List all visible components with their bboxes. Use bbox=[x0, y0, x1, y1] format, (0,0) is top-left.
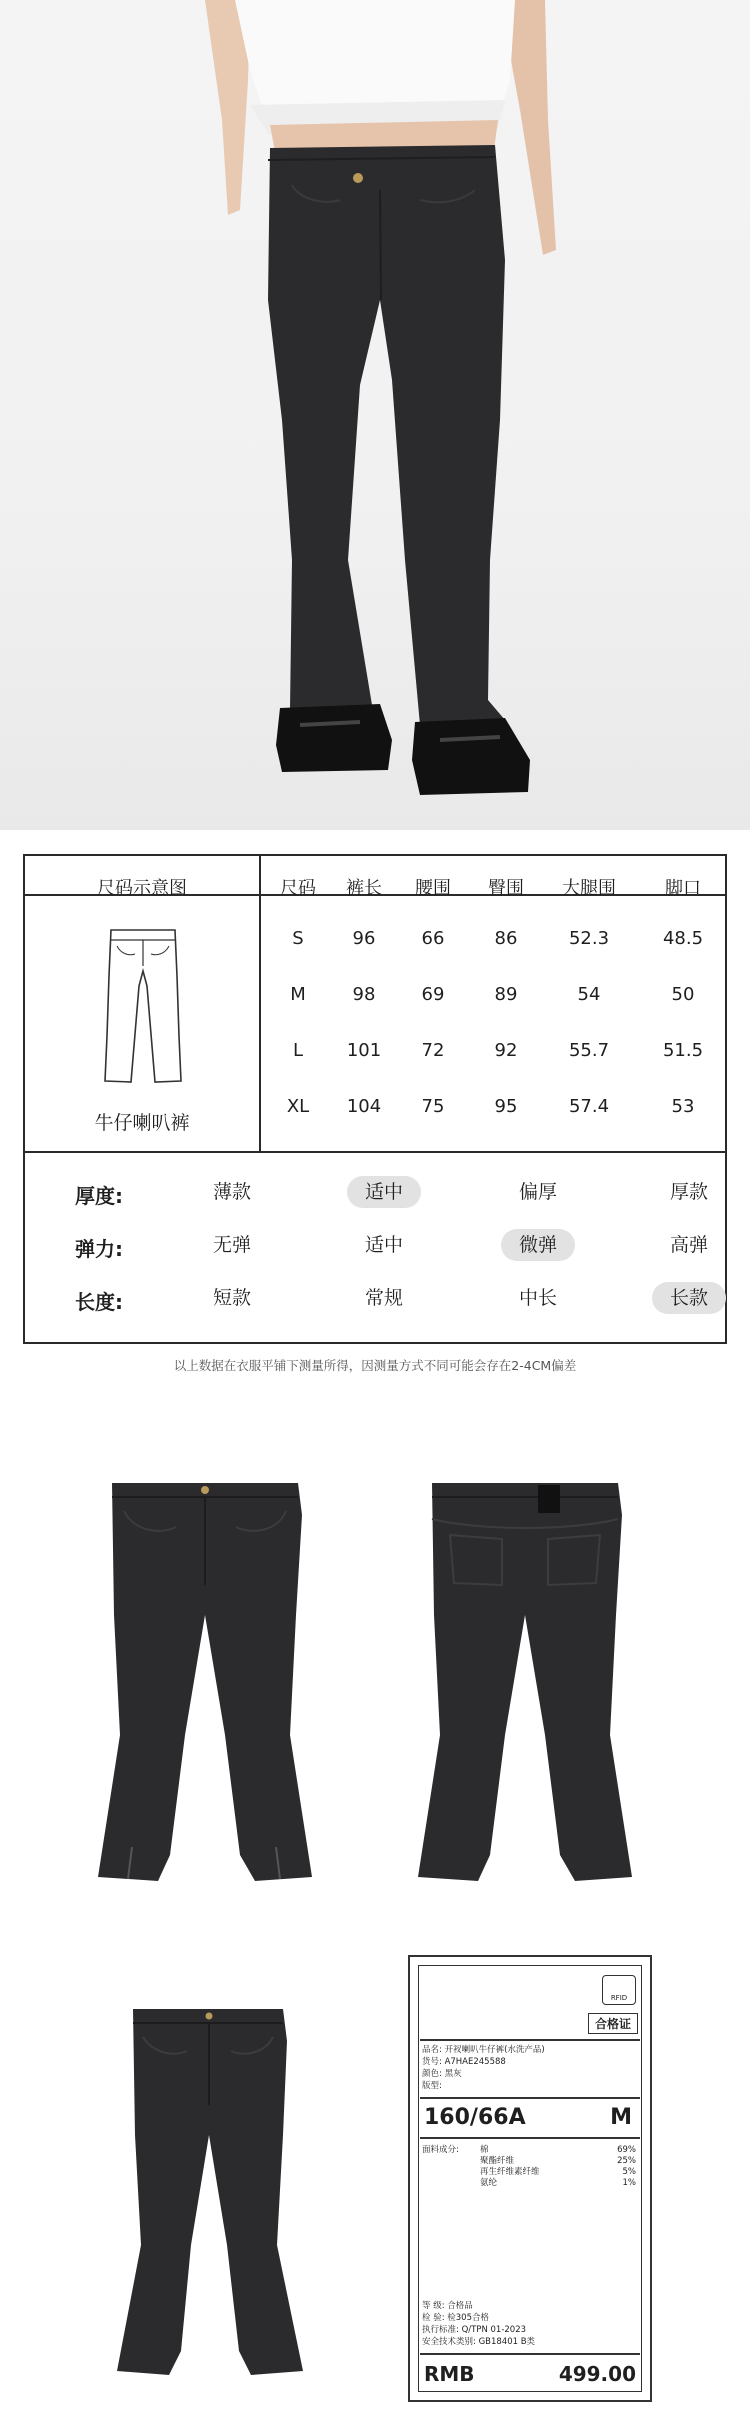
hero-model-photo bbox=[0, 0, 750, 830]
length-option-long-selected: 长款 bbox=[652, 1282, 726, 1314]
stretch-option-high: 高弹 bbox=[669, 1234, 708, 1256]
table-cell: 95 bbox=[494, 1096, 518, 1117]
col-header-hip: 臀围 bbox=[488, 878, 524, 899]
table-cell: 51.5 bbox=[662, 1040, 704, 1061]
stretch-option-slight-selected: 微弹 bbox=[501, 1229, 575, 1261]
certificate-label: 合格证 bbox=[588, 2013, 638, 2034]
col-header-length: 裤长 bbox=[346, 878, 382, 899]
table-cell: 50 bbox=[671, 984, 695, 1005]
measurement-note: 以上数据在衣服平铺下测量所得，因测量方式不同可能会存在2-4CM偏差 bbox=[173, 1358, 577, 1373]
stretch-label: 弹力: bbox=[75, 1237, 123, 1261]
tag-name-line: 品名: 开衩喇叭牛仔裤(水洗产品) bbox=[422, 2045, 545, 2055]
thickness-option-thick: 厚款 bbox=[669, 1181, 708, 1203]
table-cell: 89 bbox=[494, 984, 518, 1005]
table-cell: 54 bbox=[577, 984, 601, 1005]
stretch-option-none: 无弹 bbox=[212, 1234, 251, 1256]
table-cell: XL bbox=[286, 1096, 310, 1117]
tag-inspect-line: 检 验: 检305合格 bbox=[422, 2313, 489, 2323]
table-cell: S bbox=[292, 928, 304, 949]
material-percent: 69% bbox=[617, 2145, 636, 2155]
table-cell: 72 bbox=[421, 1040, 445, 1061]
material-percent: 25% bbox=[617, 2156, 636, 2166]
col-header-waist: 腰围 bbox=[415, 878, 451, 899]
pants-diagram-icon bbox=[103, 926, 183, 1086]
thickness-option-thickish: 偏厚 bbox=[518, 1181, 557, 1203]
table-cell: 69 bbox=[421, 984, 445, 1005]
length-label: 长度: bbox=[75, 1290, 123, 1314]
jeans-back-photo bbox=[410, 1475, 640, 1895]
composition-title: 面料成分: bbox=[422, 2145, 459, 2155]
table-cell: 98 bbox=[352, 984, 376, 1005]
tag-safety-line: 安全技术类别: GB18401 B类 bbox=[422, 2337, 536, 2347]
table-cell: 75 bbox=[421, 1096, 445, 1117]
table-cell: 52.3 bbox=[568, 928, 610, 949]
material-item: 聚酯纤维 bbox=[480, 2156, 515, 2166]
thickness-option-thin: 薄款 bbox=[212, 1181, 251, 1203]
diagram-title: 尺码示意图 bbox=[97, 878, 187, 899]
material-item: 再生纤维素纤维 bbox=[480, 2167, 540, 2177]
length-option-mid: 中长 bbox=[518, 1287, 557, 1309]
col-header-hem: 脚口 bbox=[665, 878, 701, 899]
tag-code-line: 货号: A7HAE245588 bbox=[422, 2057, 506, 2067]
tag-size-letter: M bbox=[610, 2105, 632, 2130]
tag-rule bbox=[420, 2097, 640, 2099]
tag-size: 160/66A bbox=[424, 2105, 526, 2130]
size-chart-table bbox=[23, 854, 727, 1344]
tag-grade-line: 等 级: 合格品 bbox=[422, 2301, 473, 2311]
rfid-icon: RFID bbox=[602, 1975, 636, 2005]
table-cell: 101 bbox=[346, 1040, 382, 1061]
table-cell: 55.7 bbox=[568, 1040, 610, 1061]
table-cell: 96 bbox=[352, 928, 376, 949]
tag-color-line: 颜色: 黑灰 bbox=[422, 2069, 462, 2079]
price-value: 499.00 bbox=[558, 2362, 636, 2386]
stretch-option-medium: 适中 bbox=[364, 1234, 403, 1256]
product-name: 牛仔喇叭裤 bbox=[94, 1112, 190, 1134]
table-cell: 92 bbox=[494, 1040, 518, 1061]
length-option-short: 短款 bbox=[212, 1287, 251, 1309]
table-cell: L bbox=[292, 1040, 304, 1061]
length-option-regular: 常规 bbox=[364, 1287, 403, 1309]
table-cell: 57.4 bbox=[568, 1096, 610, 1117]
tag-rule bbox=[420, 2137, 640, 2139]
table-cell: M bbox=[290, 984, 306, 1005]
tag-standard-line: 执行标准: Q/TPN 01-2023 bbox=[422, 2325, 527, 2335]
thickness-option-medium-selected: 适中 bbox=[347, 1176, 421, 1208]
table-cell: 104 bbox=[346, 1096, 382, 1117]
material-percent: 5% bbox=[622, 2167, 636, 2177]
material-item: 棉 bbox=[480, 2145, 489, 2155]
jeans-front-photo bbox=[90, 1475, 320, 1895]
material-item: 氨纶 bbox=[480, 2178, 498, 2188]
table-cell: 86 bbox=[494, 928, 518, 949]
table-divider bbox=[25, 1151, 725, 1153]
table-cell: 48.5 bbox=[662, 928, 704, 949]
thickness-label: 厚度: bbox=[75, 1184, 123, 1208]
col-header-thigh: 大腿围 bbox=[562, 878, 616, 899]
price-currency: RMB bbox=[424, 2362, 475, 2386]
tag-rule bbox=[420, 2353, 640, 2355]
tag-type-line: 版型: bbox=[422, 2081, 442, 2091]
tag-rule bbox=[420, 2039, 640, 2041]
table-cell: 66 bbox=[421, 928, 445, 949]
jeans-folded-photo bbox=[105, 2005, 315, 2385]
material-percent: 1% bbox=[622, 2178, 636, 2188]
col-header-size: 尺码 bbox=[280, 878, 316, 899]
product-label-tag bbox=[408, 1955, 652, 2402]
table-cell: 53 bbox=[671, 1096, 695, 1117]
